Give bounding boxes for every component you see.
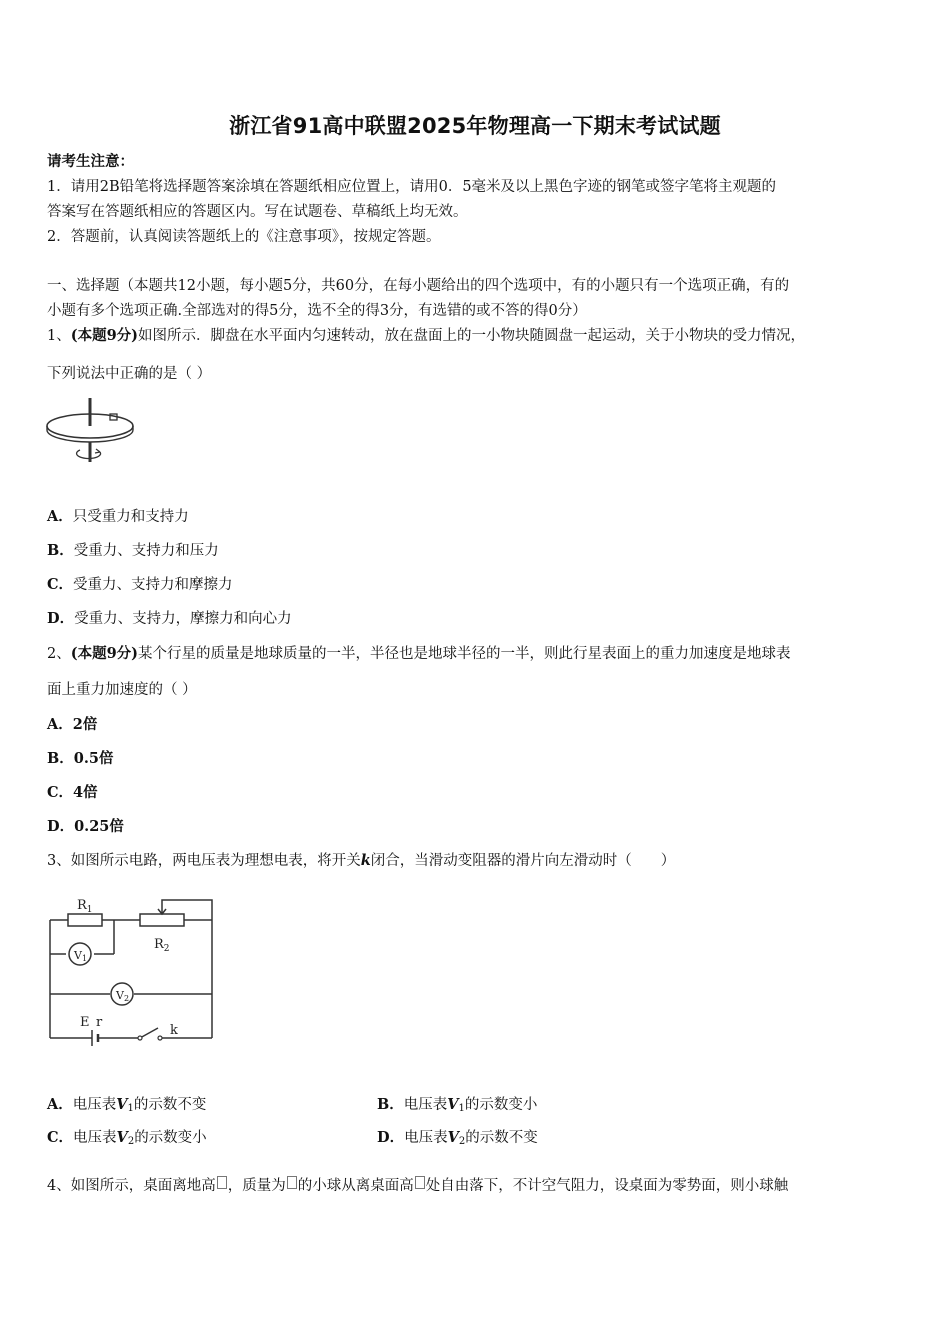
- label-k: k: [170, 1023, 178, 1038]
- q2-stem-line-2: 面上重力加速度的（ ）: [47, 682, 197, 698]
- q4-stem: 4、如图所示，桌面离地高 ，质量为 的小球从离桌面高 处自由落下，不计空气阻力，设桌面为零势面，则小球触: [47, 1178, 789, 1194]
- q1-stem-line-1: [47, 326, 805, 346]
- missing-glyph-box: [217, 1176, 227, 1189]
- label-e: E: [80, 1015, 90, 1030]
- label-r2: $R_2$: [154, 937, 170, 954]
- notice-line-1: 1．请用2B铅笔将选择题答案涂填在答题纸相应位置上，请用0．5毫米及以上黑色字迹的钢笔或签字笔将主观题的: [47, 179, 777, 195]
- notice-line-2: 答案写在答题纸相应的答题区内。写在试题卷、草稿纸上均无效。: [47, 204, 468, 220]
- q2-number: 2、: [47, 646, 71, 662]
- q2-option-a[interactable]: A．2倍: [47, 716, 98, 733]
- rheostat-r2: [140, 914, 184, 926]
- q3-stem: 3、如图所示电路，两电压表为理想电表，将开关k闭合，当滑动变阻器的滑片向左滑动时（ ）: [47, 852, 676, 869]
- label-r: r: [96, 1015, 103, 1030]
- q3-option-d[interactable]: D．电压表$V_2$的示数不变: [377, 1129, 538, 1147]
- q2-stem-line-1: [47, 644, 791, 664]
- missing-glyph-box: [287, 1176, 297, 1189]
- q1-option-d[interactable]: D．受重力、支持力，摩擦力和向心力: [47, 610, 292, 627]
- q1-option-c[interactable]: C．受重力、支持力和摩擦力: [47, 576, 233, 593]
- label-r1: $R_1$: [77, 898, 93, 915]
- missing-glyph-box: [415, 1176, 425, 1189]
- circuit-diagram: [44, 890, 219, 1060]
- label-v2: V2: [116, 989, 130, 1003]
- q3-option-a[interactable]: A．电压表$V_1$的示数不变: [47, 1096, 207, 1114]
- q2-option-c[interactable]: C．4倍: [47, 784, 98, 801]
- q1-option-a[interactable]: A．只受重力和支持力: [47, 508, 189, 525]
- q1-score: (本题9分): [70, 327, 139, 344]
- q2-option-b[interactable]: B．0.5倍: [47, 750, 114, 767]
- q2-text: 某个行星的质量是地球质量的一半，半径也是地球半径的一半，则此行星表面上的重力加速度是地球表: [138, 646, 791, 662]
- resistor-r1: [68, 914, 102, 926]
- switch-symbol: k: [360, 852, 371, 869]
- page-title: 浙江省91高中联盟2025年物理高一下期末考试试题: [229, 114, 721, 138]
- q3-option-c[interactable]: C．电压表$V_2$的示数变小: [47, 1129, 207, 1147]
- switch-k: [140, 1028, 158, 1038]
- q2-option-d[interactable]: D．0.25倍: [47, 818, 124, 835]
- notice-heading: 请考生注意：: [47, 153, 134, 170]
- q3-option-b[interactable]: B．电压表$V_1$的示数变小: [377, 1096, 538, 1114]
- q1-text: 如图所示．脚盘在水平面内匀速转动，放在盘面上的一小物块随圆盘一起运动，关于小物块的受力情况，: [138, 328, 806, 344]
- q1-option-b[interactable]: B．受重力、支持力和压力: [47, 542, 219, 559]
- rheostat-slider: [162, 900, 212, 920]
- section-intro-line-2: 小题有多个选项正确.全部选对的得5分，选不全的得3分，有选错的或不答的得0分）: [47, 303, 587, 319]
- rotating-disk-figure: [44, 396, 140, 466]
- q1-number: 1、: [47, 328, 71, 344]
- q2-score: (本题9分): [70, 645, 139, 662]
- q1-stem-line-2: 下列说法中正确的是（ ）: [47, 366, 212, 382]
- notice-line-3: 2．答题前，认真阅读答题纸上的《注意事项》，按规定答题。: [47, 229, 441, 245]
- label-v1: V1: [74, 949, 88, 963]
- section-intro-line-1: 一、选择题（本题共12小题，每小题5分，共60分，在每小题给出的四个选项中，有的小题只有一个选项正确，有的: [47, 278, 790, 294]
